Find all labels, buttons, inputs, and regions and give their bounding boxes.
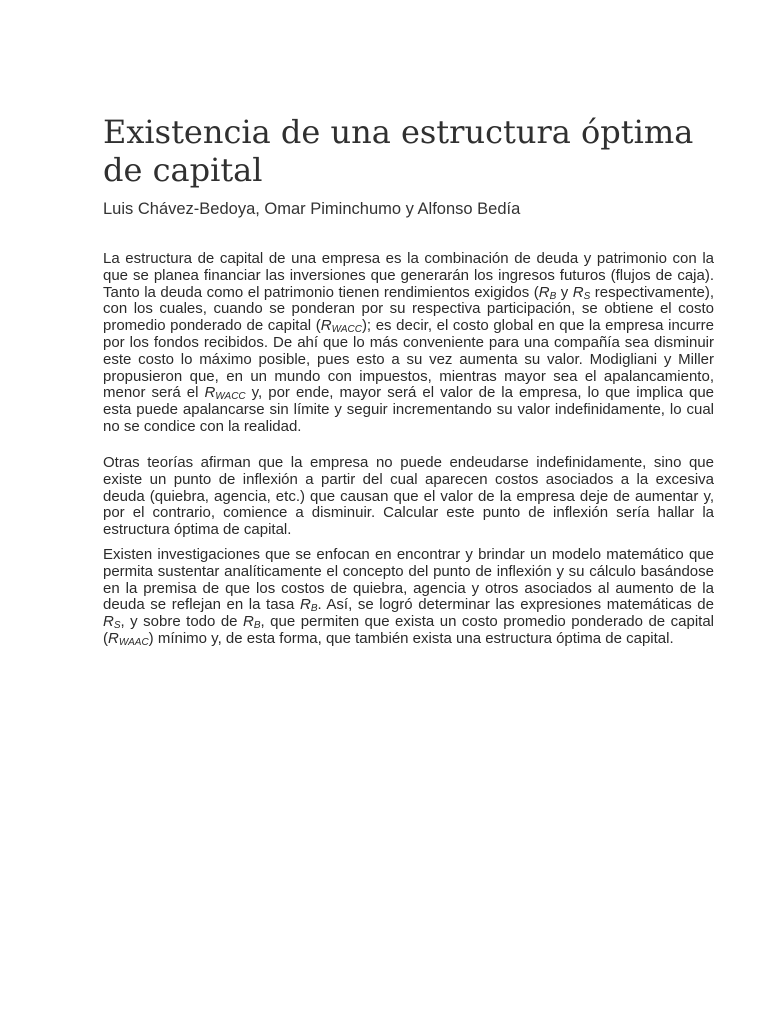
math-subscript: B [310, 603, 318, 615]
paragraph-text: , y sobre todo de [120, 613, 244, 631]
paragraph-text: . Así, se logró determinar las expresiones matemáticas de [317, 596, 714, 614]
body-paragraph-1 [103, 251, 714, 436]
body-paragraph-3 [103, 547, 714, 648]
paragraph-text: Existen investigaciones que se enfocan en encontrar y brindar un modelo matemático que permita sustentar analíticamente el concepto del punto de inflexión y su cálculo basándose en la premisa de que los costos de quiebra, agencia y otros asociados al aumento de la deuda se reflejan en la tasa [103, 546, 714, 614]
author-line: Luis Chávez-Bedoya, Omar Piminchumo y Alfonso Bedía [103, 200, 521, 218]
paragraph-text: ); es decir, el costo global en que la empresa incurre por los fondos recibidos. De ahí que lo más conveniente para una compañía sea disminuir este costo lo máximo posible, pues esto a su vez aumenta su valor. Modigliani y Miller propusieron que, en un mundo con impuestos, mientras mayor sea el apalancamiento, menor será el [103, 317, 714, 402]
math-variable: R [299, 596, 311, 614]
math-variable: R [320, 317, 332, 335]
math-subscript: B [253, 620, 261, 632]
math-subscript: B [549, 290, 557, 302]
paragraph-text: La estructura de capital de una empresa es la combinación de deuda y patrimonio con la que se planea financiar las inversiones que generarán los ingresos futuros (flujos de caja). Tanto la deuda como el patrimonio tienen rendimientos exigidos ( [103, 250, 714, 301]
paragraph-text: Otras teorías afirman que la empresa no puede endeudarse indefinidamente, sino que existe un punto de inflexión a partir del cual aparecen costos asociados a la excesiva deuda (quiebra, agencia, etc.) que causan que el valor de la empresa deje de aumentar y, por el contrario, comience a disminuir. Calcular este punto de inflexión sería hallar la estructura óptima de capital. [103, 454, 714, 539]
paragraph-text: , que permiten que exista un costo promedio ponderado de capital ( [103, 613, 714, 647]
math-subscript: S [583, 290, 591, 302]
paragraph-text: y [556, 283, 573, 301]
body-paragraph-2 [103, 455, 714, 539]
paragraph-text: ) mínimo y, de esta forma, que también exista una estructura óptima de capital. [148, 629, 674, 647]
math-subscript: S [113, 620, 121, 632]
paragraph-text: y, por ende, mayor será el valor de la empresa, lo que implica que esta puede apalancarse sin límite y seguir incrementando su valor indefinidamente, lo cual no se condice con la realidad. [103, 384, 715, 435]
paragraph-text: respectivamente), con los cuales, cuando se ponderan por su respectiva participación, se obtiene el costo promedio ponderado de capital ( [103, 283, 714, 335]
math-subscript: WACC [215, 391, 246, 403]
article-title: Existencia de una estructura óptima de capital [103, 113, 694, 189]
math-variable: R [243, 613, 254, 631]
math-variable: R [103, 613, 114, 631]
math-subscript: WACC [331, 324, 362, 336]
math-variable: R [572, 283, 584, 301]
math-variable: R [108, 629, 119, 647]
math-subscript: WAAC [118, 636, 149, 648]
math-variable: R [538, 283, 550, 301]
math-variable: R [204, 384, 216, 402]
